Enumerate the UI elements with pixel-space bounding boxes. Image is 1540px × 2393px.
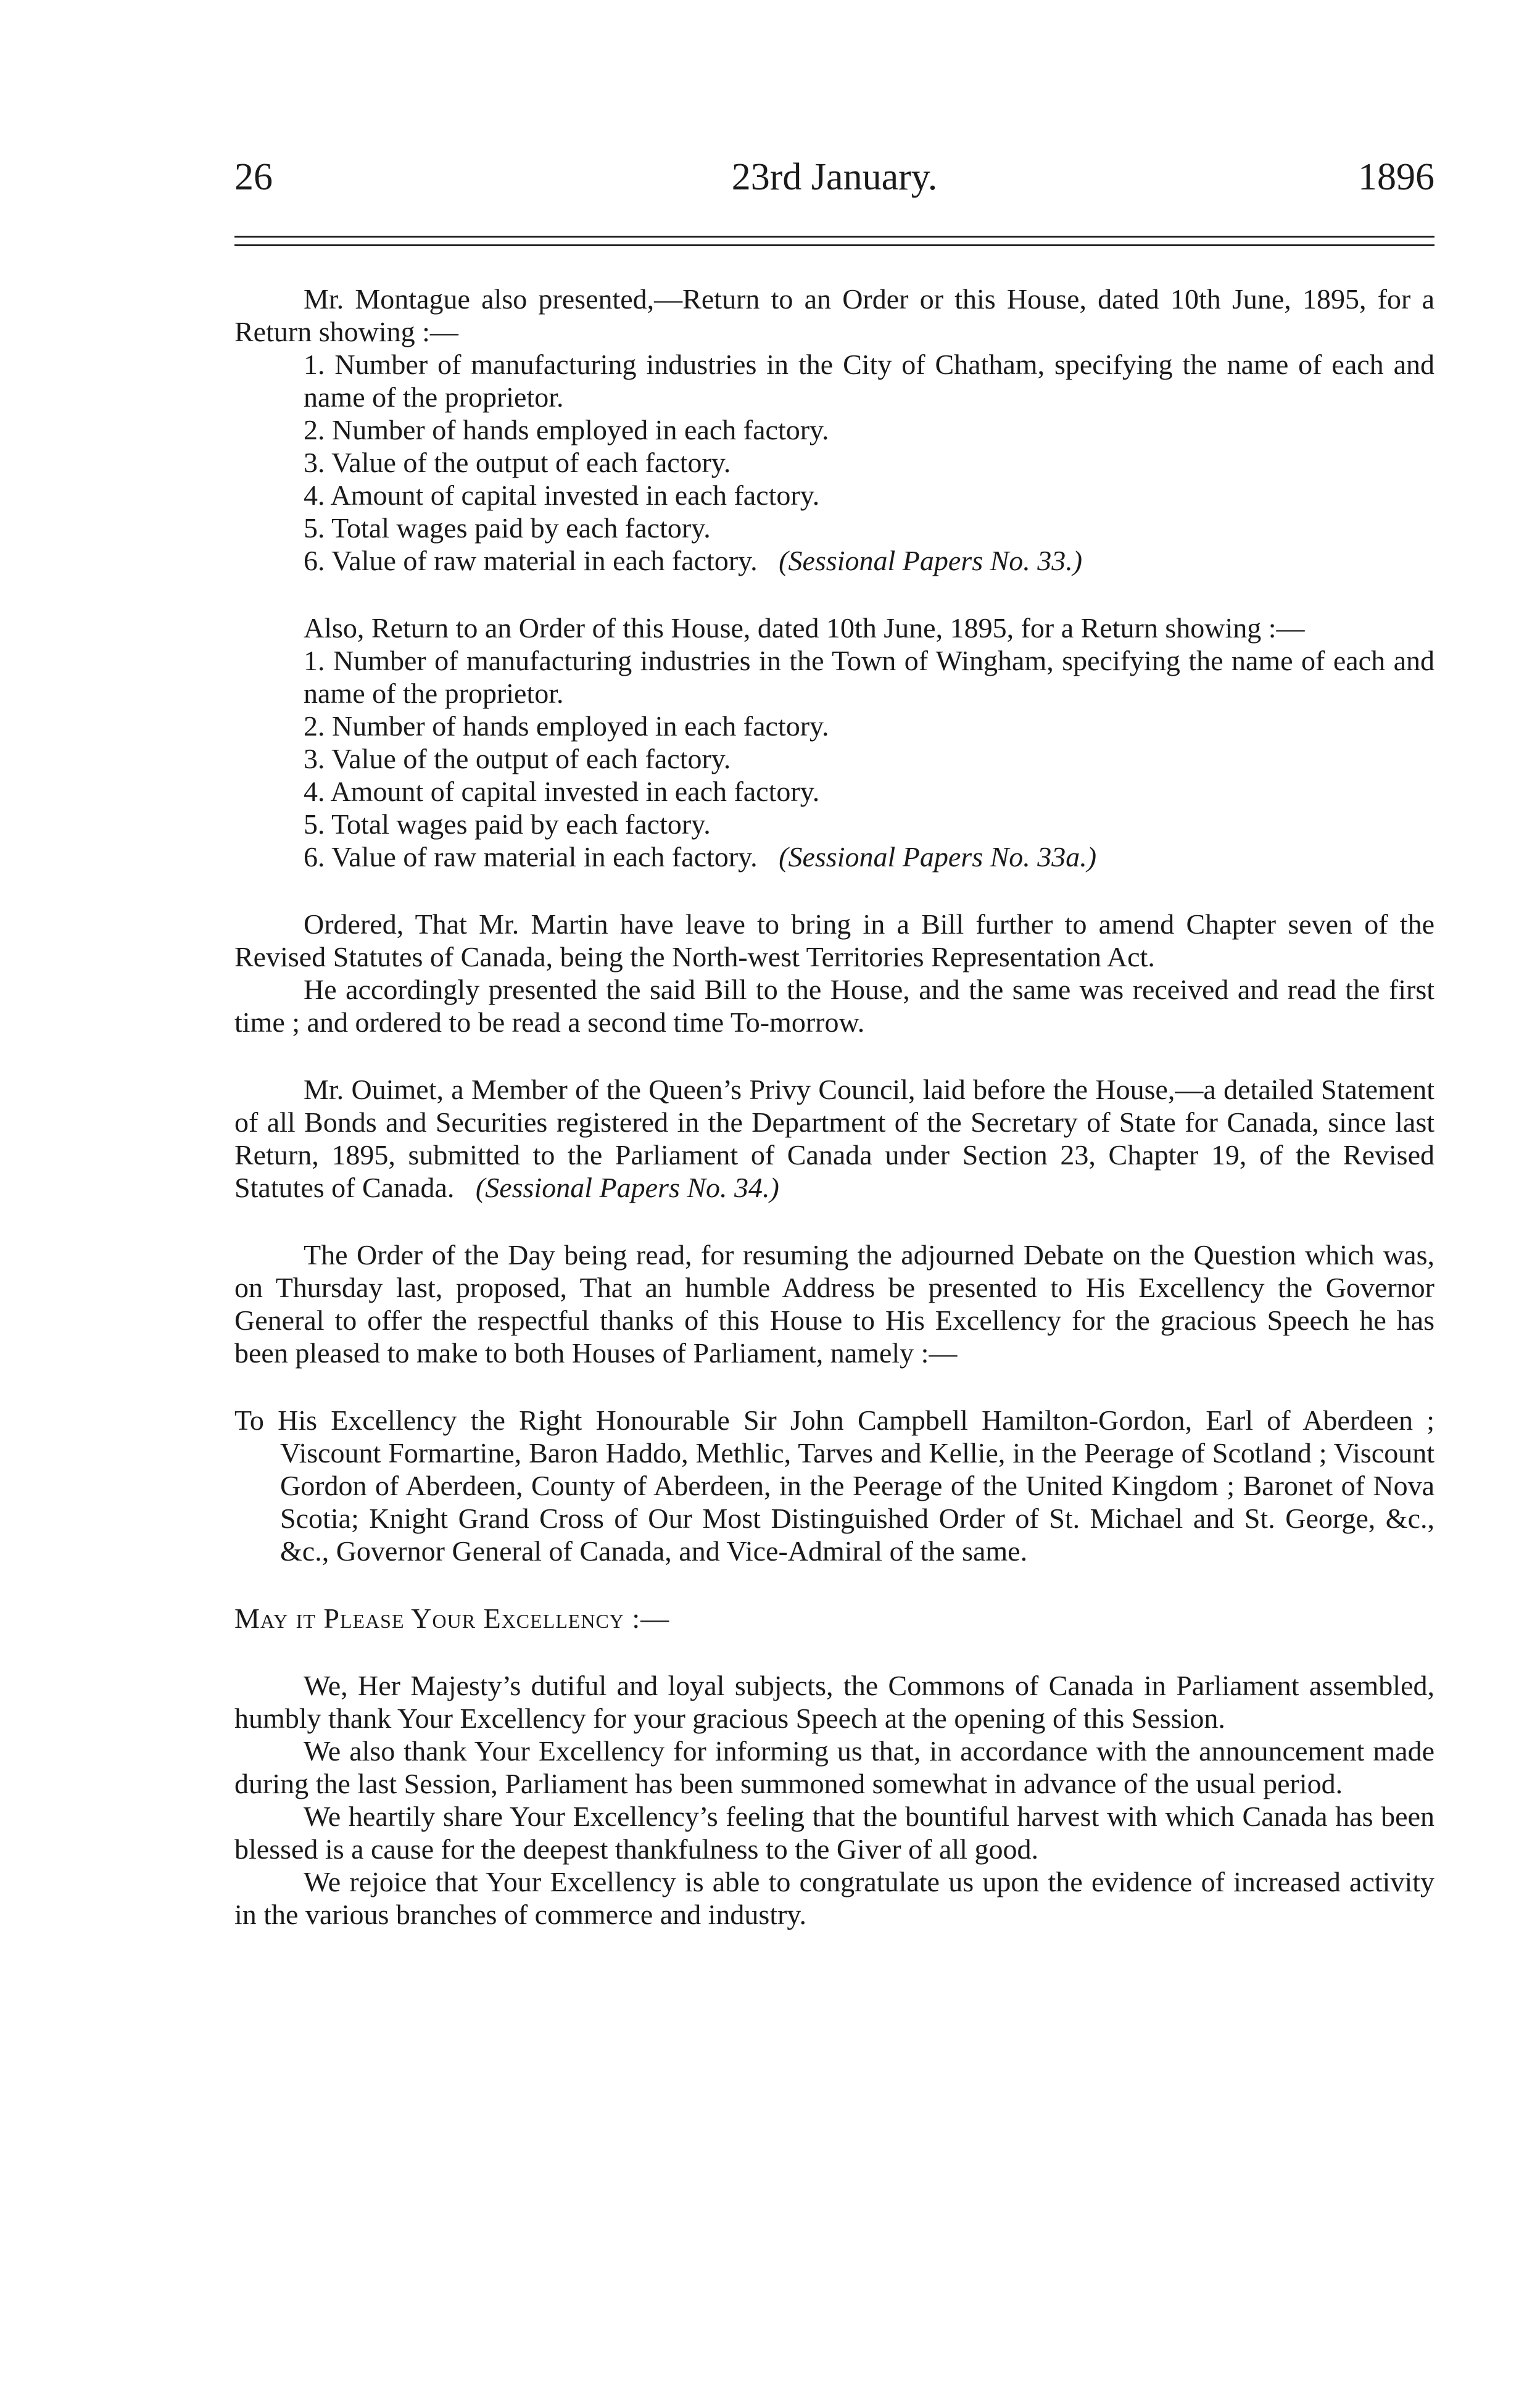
sessional-paper-ref: (Sessional Papers No. 33.) (779, 545, 1083, 576)
page-body (234, 283, 1434, 1931)
address-paragraph: We rejoice that Your Excellency is able to congratulate us upon the evidence of increased activity in the various branches of commerce and industry. (234, 1866, 1434, 1930)
return-item: 5. Total wages paid by each factory. (304, 512, 711, 544)
return-item: 1. Number of manufacturing industries in the Town of Wingham, specifying the name of each and name of the proprietor. (304, 645, 1434, 709)
salutation-section (234, 1602, 1434, 1635)
return-item (234, 840, 1434, 873)
sessional-paper-ref: (Sessional Papers No. 34.) (475, 1172, 779, 1203)
return-item (234, 544, 1434, 577)
bill-presented: He accordingly presented the said Bill to the House, and the same was received and read the first time ; and ordered to be read a second time To-morrow. (234, 974, 1434, 1038)
return-item: 4. Amount of capital invested in each factory. (304, 776, 820, 807)
order-of-day: The Order of the Day being read, for resuming the adjourned Debate on the Question which was, on Thursday last, proposed, That an humble Address be presented to His Excellency the Governor General to offer the respectful thanks of this House to His Excellency for the gracious Speech he has been pleased to make to both Houses of Parliament, namely :— (234, 1239, 1434, 1369)
page-year: 1896 (1358, 156, 1434, 198)
order-of-day-section (234, 1238, 1434, 1369)
page-date: 23rd January. (731, 156, 938, 198)
sessional-paper-ref: (Sessional Papers No. 33a.) (779, 841, 1097, 873)
address-heading-section (234, 1404, 1434, 1567)
return-item-text: 6. Value of raw material in each factory. (304, 545, 758, 576)
ouimet-statement (234, 1073, 1434, 1204)
header-rule-bottom (234, 244, 1434, 246)
ouimet-section (234, 1073, 1434, 1204)
page-header (234, 156, 1434, 211)
return-intro: Also, Return to an Order of this House, dated 10th June, 1895, for a Return showing :— (304, 612, 1305, 644)
return-wingham (234, 612, 1434, 873)
return-item: 2. Number of hands employed in each factory. (304, 710, 829, 742)
return-item: 1. Number of manufacturing industries in the City of Chatham, specifying the name of each and name of the proprietor. (304, 349, 1434, 413)
bill-section (234, 908, 1434, 1039)
address-paragraph: We, Her Majesty’s dutiful and loyal subjects, the Commons of Canada in Parliament assembled, humbly thank Your Excellency for your gracious Speech at the opening of this Session. (234, 1670, 1434, 1734)
header-rule-top (234, 236, 1434, 238)
page-number: 26 (234, 156, 273, 198)
return-item: 3. Value of the output of each factory. (304, 447, 731, 478)
return-item: 2. Number of hands employed in each factory. (304, 414, 829, 446)
return-item: 3. Value of the output of each factory. (304, 743, 731, 774)
bill-ordered: Ordered, That Mr. Martin have leave to bring in a Bill further to amend Chapter seven of the Revised Statutes of Canada, being the North-west Territories Representation Act. (234, 908, 1434, 973)
return-item-text: 6. Value of raw material in each factory. (304, 841, 758, 873)
ouimet-text: Mr. Ouimet, a Member of the Queen’s Privy Council, laid before the House,—a detailed Statement of all Bonds and Securities registered in the Department of the Secretary of State for Canada, since last Return, 1895, submitted to the Parliament of Canada under Section 23, Chapter 19, of the Revised Statutes of Canada. (234, 1074, 1434, 1203)
return-chatham (234, 283, 1434, 577)
address-paragraph: We heartily share Your Excellency’s feeling that the bountiful harvest with which Canada has been blessed is a cause for the deepest thankfulness to the Giver of all good. (234, 1801, 1434, 1865)
return-item: 4. Amount of capital invested in each factory. (304, 479, 820, 511)
return-intro: Mr. Montague also presented,—Return to an Order or this House, dated 10th June, 1895, for a Return showing :— (234, 283, 1434, 347)
address-body (234, 1669, 1434, 1931)
address-to: To His Excellency the Right Honourable Sir John Campbell Hamilton-Gordon, Earl of Aberdeen ; Viscount Formartine, Baron Haddo, Methlic, Tarves and Kellie, in the Peerage of Scotland ; Viscount Gordon of Aberdeen, County of Aberdeen, in the Peerage of the United Kingdom ; Baronet of Nova Scotia; Knight Grand Cross of Our Most Distinguished Order of St. Michael and St. George, &c., &c., Governor General of Canada, and Vice-Admiral of the same. (234, 1404, 1434, 1567)
return-item: 5. Total wages paid by each factory. (304, 808, 711, 840)
address-paragraph: We also thank Your Excellency for informing us that, in accordance with the announcement made during the last Session, Parliament has been summoned somewhat in advance of the usual period. (234, 1735, 1434, 1799)
salutation: May it Please Your Excellency :— (234, 1603, 670, 1634)
